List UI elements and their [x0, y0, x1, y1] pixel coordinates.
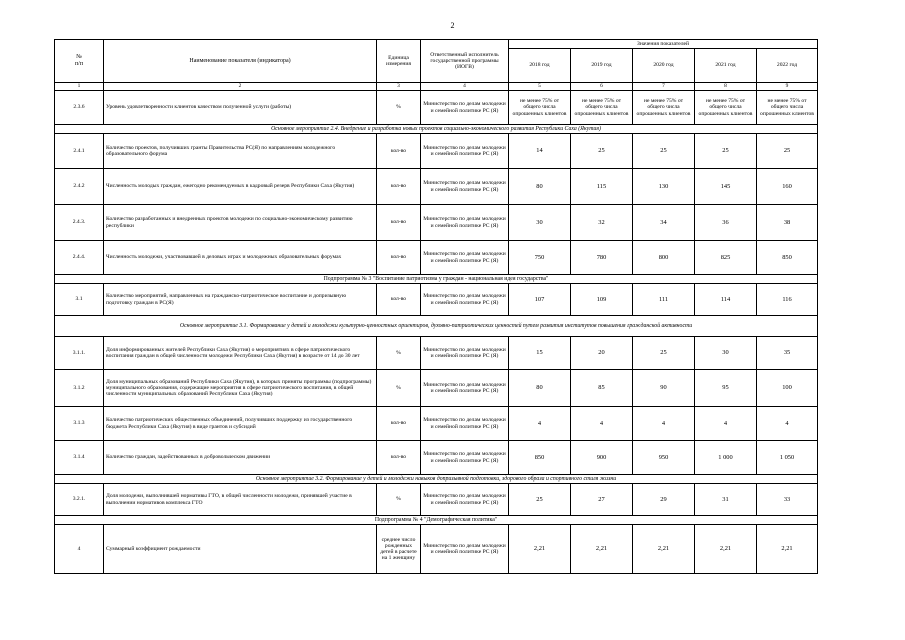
unit-cell: %: [377, 484, 421, 516]
value-cell: 2,21: [633, 525, 695, 574]
value-cell: 29: [633, 484, 695, 516]
value-cell: 33: [757, 484, 818, 516]
value-cell: 35: [757, 337, 818, 370]
value-cell: 2,21: [571, 525, 633, 574]
subprogram-title: Подпрограмма № 3 "Воспитание патриотизма у граждан - национальная идея государства": [55, 275, 818, 284]
header-unit: Единица измерения: [377, 40, 421, 83]
value-cell: 80: [509, 169, 571, 205]
value-cell: 25: [571, 134, 633, 169]
value-cell: 15: [509, 337, 571, 370]
column-number: 2: [104, 83, 377, 91]
header-year: 2019 год: [571, 49, 633, 83]
value-cell: не менее 75% от общего числа опрошенных клиентов: [509, 91, 571, 125]
value-cell: 116: [757, 284, 818, 316]
value-cell: 2,21: [695, 525, 757, 574]
subprogram-header-row: [55, 275, 818, 284]
section-title: Основное мероприятие 2.4. Внедрение и разработка новых проектов социально-экономического развития Республики Саха (Якутия): [55, 125, 818, 134]
value-cell: 800: [633, 241, 695, 275]
subprogram-header-row: [55, 516, 818, 525]
value-cell: 30: [509, 205, 571, 241]
value-cell: 2,21: [509, 525, 571, 574]
indicator-name: Доля информированных жителей Республики Саха (Якутия) о мероприятиях в сфере патриотического воспитания граждан в общей численности молодежи Республики Саха (Якутия) в возрасте от 14 до 30 лет: [104, 337, 377, 370]
value-cell: 25: [695, 134, 757, 169]
value-cell: 4: [757, 407, 818, 441]
section-header-row: [55, 316, 818, 337]
value-cell: 36: [695, 205, 757, 241]
table-row: [55, 241, 818, 275]
unit-cell: кол-во: [377, 407, 421, 441]
indicator-name: Численность молодежи, участвовавшей в деловых играх и молодежных образовательных форумах: [104, 241, 377, 275]
row-index: 3.1.2: [55, 370, 104, 407]
value-cell: 30: [695, 337, 757, 370]
value-cell: 100: [757, 370, 818, 407]
column-numbers-row: [55, 83, 818, 91]
value-cell: не менее 75% от общего числа опрошенных клиентов: [695, 91, 757, 125]
value-cell: 111: [633, 284, 695, 316]
executor-cell: Министерство по делам молодежи и семейной политике РС (Я): [421, 205, 509, 241]
table-row: [55, 205, 818, 241]
table-body: [55, 91, 818, 574]
row-index: 2.3.6: [55, 91, 104, 125]
section-title: Основное мероприятие 3.2. Формирование у детей и молодежи навыков допризывной подготовки, здорового образа и спортивного стиля жизни: [55, 475, 818, 484]
value-cell: 1 000: [695, 441, 757, 475]
value-cell: 27: [571, 484, 633, 516]
value-cell: 850: [509, 441, 571, 475]
unit-cell: %: [377, 337, 421, 370]
value-cell: 1 050: [757, 441, 818, 475]
header-year: 2018 год: [509, 49, 571, 83]
value-cell: 25: [633, 134, 695, 169]
unit-cell: кол-во: [377, 169, 421, 205]
unit-cell: кол-во: [377, 284, 421, 316]
table-row: [55, 284, 818, 316]
header-no: № п/п: [55, 40, 104, 83]
value-cell: 31: [695, 484, 757, 516]
row-index: 2.4.4.: [55, 241, 104, 275]
value-cell: 25: [633, 337, 695, 370]
indicator-name: Суммарный коэффициент рождаемости: [104, 525, 377, 574]
column-number: 6: [571, 83, 633, 91]
column-number: 1: [55, 83, 104, 91]
indicators-table: [54, 39, 818, 574]
row-index: 3.1.4: [55, 441, 104, 475]
value-cell: 109: [571, 284, 633, 316]
unit-cell: %: [377, 91, 421, 125]
value-cell: 750: [509, 241, 571, 275]
table-row: [55, 337, 818, 370]
value-cell: 32: [571, 205, 633, 241]
header-values: Значения показателей: [509, 40, 818, 49]
value-cell: не менее 75% от общего числа опрошенных клиентов: [571, 91, 633, 125]
column-number: 9: [757, 83, 818, 91]
column-number: 7: [633, 83, 695, 91]
value-cell: 107: [509, 284, 571, 316]
table-row: [55, 169, 818, 205]
value-cell: 950: [633, 441, 695, 475]
row-index: 3.2.1.: [55, 484, 104, 516]
indicator-name: Доля муниципальных образований Республики Саха (Якутия), в которых приняты программы (подпрограммы) муниципального образования, содержащие мероприятия в сфере патриотического воспитания, в общей численности муниципальных образований Республики Саха (Якутия): [104, 370, 377, 407]
executor-cell: Министерство по делам молодежи и семейной политике РС (Я): [421, 484, 509, 516]
indicator-name: Количество граждан, задействованных в добровольческом движении: [104, 441, 377, 475]
column-number: 8: [695, 83, 757, 91]
executor-cell: Министерство по делам молодежи и семейной политике РС (Я): [421, 284, 509, 316]
row-index: 4: [55, 525, 104, 574]
executor-cell: Министерство по делам молодежи и семейной политике РС (Я): [421, 407, 509, 441]
table-row: [55, 370, 818, 407]
table-row: [55, 484, 818, 516]
value-cell: 25: [509, 484, 571, 516]
value-cell: 2,21: [757, 525, 818, 574]
indicator-name: Количество патриотических общественных объединений, получивших поддержку из государственного бюджета Республики Саха (Якутия) в виде грантов и субсидий: [104, 407, 377, 441]
table-row: [55, 91, 818, 125]
table-row: [55, 441, 818, 475]
indicator-name: Количество проектов, получивших гранты Правительства РС(Я) по направлениям молодежного образовательного форума: [104, 134, 377, 169]
executor-cell: Министерство по делам молодежи и семейной политике РС (Я): [421, 525, 509, 574]
value-cell: 4: [509, 407, 571, 441]
executor-cell: Министерство по делам молодежи и семейной политике РС (Я): [421, 169, 509, 205]
indicator-name: Численность молодых граждан, ежегодно рекомендуемых в кадровый резерв Республики Саха (Якутия): [104, 169, 377, 205]
value-cell: 95: [695, 370, 757, 407]
value-cell: 780: [571, 241, 633, 275]
value-cell: 20: [571, 337, 633, 370]
column-number: 4: [421, 83, 509, 91]
value-cell: 130: [633, 169, 695, 205]
table-row: [55, 525, 818, 574]
header-indicator: Наименование показателя (индикатора): [104, 40, 377, 83]
table-row: [55, 407, 818, 441]
executor-cell: Министерство по делам молодежи и семейной политике РС (Я): [421, 241, 509, 275]
subprogram-title: Подпрограмма № 4 "Демографическая политика": [55, 516, 818, 525]
executor-cell: Министерство по делам молодежи и семейной политике РС (Я): [421, 370, 509, 407]
executor-cell: Министерство по делам молодежи и семейной политике РС (Я): [421, 91, 509, 125]
header-year: 2021 год: [695, 49, 757, 83]
unit-cell: среднее число рожденных детей в расчете на 1 женщину: [377, 525, 421, 574]
value-cell: 114: [695, 284, 757, 316]
value-cell: 85: [571, 370, 633, 407]
value-cell: 14: [509, 134, 571, 169]
executor-cell: Министерство по делам молодежи и семейной политике РС (Я): [421, 337, 509, 370]
value-cell: 145: [695, 169, 757, 205]
value-cell: 34: [633, 205, 695, 241]
value-cell: 115: [571, 169, 633, 205]
header-year: 2020 год: [633, 49, 695, 83]
header-executor: Ответственный исполнитель государственной программы (ИОГВ): [421, 40, 509, 83]
column-number: 3: [377, 83, 421, 91]
value-cell: не менее 75% от общего числа опрошенных клиентов: [757, 91, 818, 125]
value-cell: 38: [757, 205, 818, 241]
value-cell: 850: [757, 241, 818, 275]
row-index: 3.1.1.: [55, 337, 104, 370]
indicator-name: Уровень удовлетворенности клиентов качеством полученной услуги (работы): [104, 91, 377, 125]
table-row: [55, 134, 818, 169]
indicator-name: Количество разработанных и внедренных проектов молодежи по социально-экономическому развитию республики: [104, 205, 377, 241]
section-header-row: [55, 125, 818, 134]
row-index: 3.1: [55, 284, 104, 316]
value-cell: 4: [695, 407, 757, 441]
header-row-1: [55, 40, 818, 49]
unit-cell: кол-во: [377, 134, 421, 169]
executor-cell: Министерство по делам молодежи и семейной политике РС (Я): [421, 134, 509, 169]
value-cell: 80: [509, 370, 571, 407]
section-header-row: [55, 475, 818, 484]
value-cell: 900: [571, 441, 633, 475]
unit-cell: %: [377, 370, 421, 407]
value-cell: 25: [757, 134, 818, 169]
value-cell: 4: [633, 407, 695, 441]
executor-cell: Министерство по делам молодежи и семейной политике РС (Я): [421, 441, 509, 475]
value-cell: 4: [571, 407, 633, 441]
value-cell: 90: [633, 370, 695, 407]
column-number: 5: [509, 83, 571, 91]
row-index: 2.4.1: [55, 134, 104, 169]
page-number: 2: [450, 21, 455, 30]
row-index: 2.4.3.: [55, 205, 104, 241]
indicator-name: Количество мероприятий, направленных на гражданско-патриотическое воспитание и допризывную подготовку граждан в РС(Я): [104, 284, 377, 316]
section-title: Основное мероприятие 3.1. Формирование у детей и молодежи культурно-ценностных ориентиров, духовно-патриотических ценностей путем развития институтов повышения гражданской активности: [55, 316, 818, 337]
unit-cell: кол-во: [377, 441, 421, 475]
unit-cell: кол-во: [377, 241, 421, 275]
row-index: 2.4.2: [55, 169, 104, 205]
value-cell: 825: [695, 241, 757, 275]
row-index: 3.1.3: [55, 407, 104, 441]
value-cell: 160: [757, 169, 818, 205]
header-year: 2022 год: [757, 49, 818, 83]
unit-cell: кол-во: [377, 205, 421, 241]
value-cell: не менее 75% от общего числа опрошенных клиентов: [633, 91, 695, 125]
indicator-name: Доля молодежи, выполнившей нормативы ГТО, в общей численности молодежи, принявшей участие в выполнении нормативов комплекса ГТО: [104, 484, 377, 516]
